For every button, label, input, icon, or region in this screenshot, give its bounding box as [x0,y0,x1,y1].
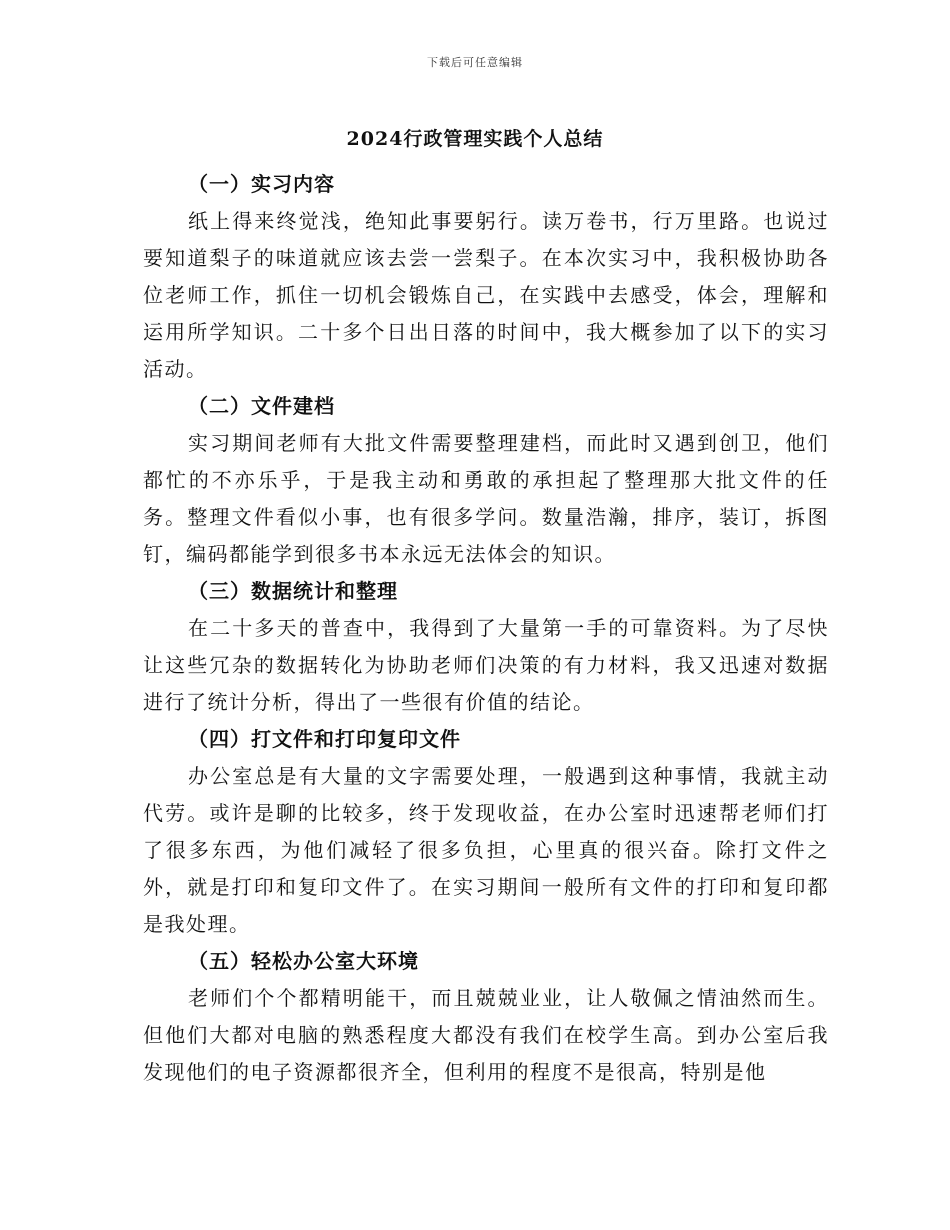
section-paragraph-2: 实习期间老师有大批文件需要整理建档，而此时又遇到创卫，他们都忙的不亦乐乎，于是我主动和勇敢的承担起了整理那大批文件的任务。整理文件看似小事，也有很多学问。数量浩瀚，排序，装订，拆图钉，编码都能学到很多书本永远无法体会的知识。 [143,431,829,566]
document-body [143,166,829,1091]
section-paragraph-3: 在二十多天的普查中，我得到了大量第一手的可靠资料。为了尽快让这些冗杂的数据转化为协助老师们决策的有力材料，我又迅速对数据进行了统计分析，得出了一些很有价值的结论。 [143,616,829,714]
header-note: 下载后可任意编辑 [427,56,523,69]
document-title: 2024行政管理实践个人总结 [346,128,604,150]
section-heading-5: （五）轻松办公室大环境 [188,949,419,973]
section-heading-3: （三）数据统计和整理 [188,579,398,603]
section-heading-2: （二）文件建档 [188,394,335,418]
section-heading-1: （一）实习内容 [188,172,335,196]
section-paragraph-1: 纸上得来终觉浅，绝知此事要躬行。读万卷书，行万里路。也说过要知道梨子的味道就应该去尝一尝梨子。在本次实习中，我积极协助各位老师工作，抓住一切机会锻炼自己，在实践中去感受，体会，理解和运用所学知识。二十多个日出日落的时间中，我大概参加了以下的实习活动。 [143,209,829,381]
section-paragraph-4: 办公室总是有大量的文字需要处理，一般遇到这种事情，我就主动代劳。或许是聊的比较多，终于发现收益，在办公室时迅速帮老师们打了很多东西，为他们减轻了很多负担，心里真的很兴奋。除打文件之外，就是打印和复印文件了。在实习期间一般所有文件的打印和复印都是我处理。 [143,764,829,936]
section-paragraph-5: 老师们个个都精明能干，而且兢兢业业，让人敬佩之情油然而生。但他们大都对电脑的熟悉程度大都没有我们在校学生高。到办公室后我发现他们的电子资源都很齐全，但利用的程度不是很高，特别是他 [143,986,829,1084]
section-heading-4: （四）打文件和打印复印文件 [188,727,461,751]
